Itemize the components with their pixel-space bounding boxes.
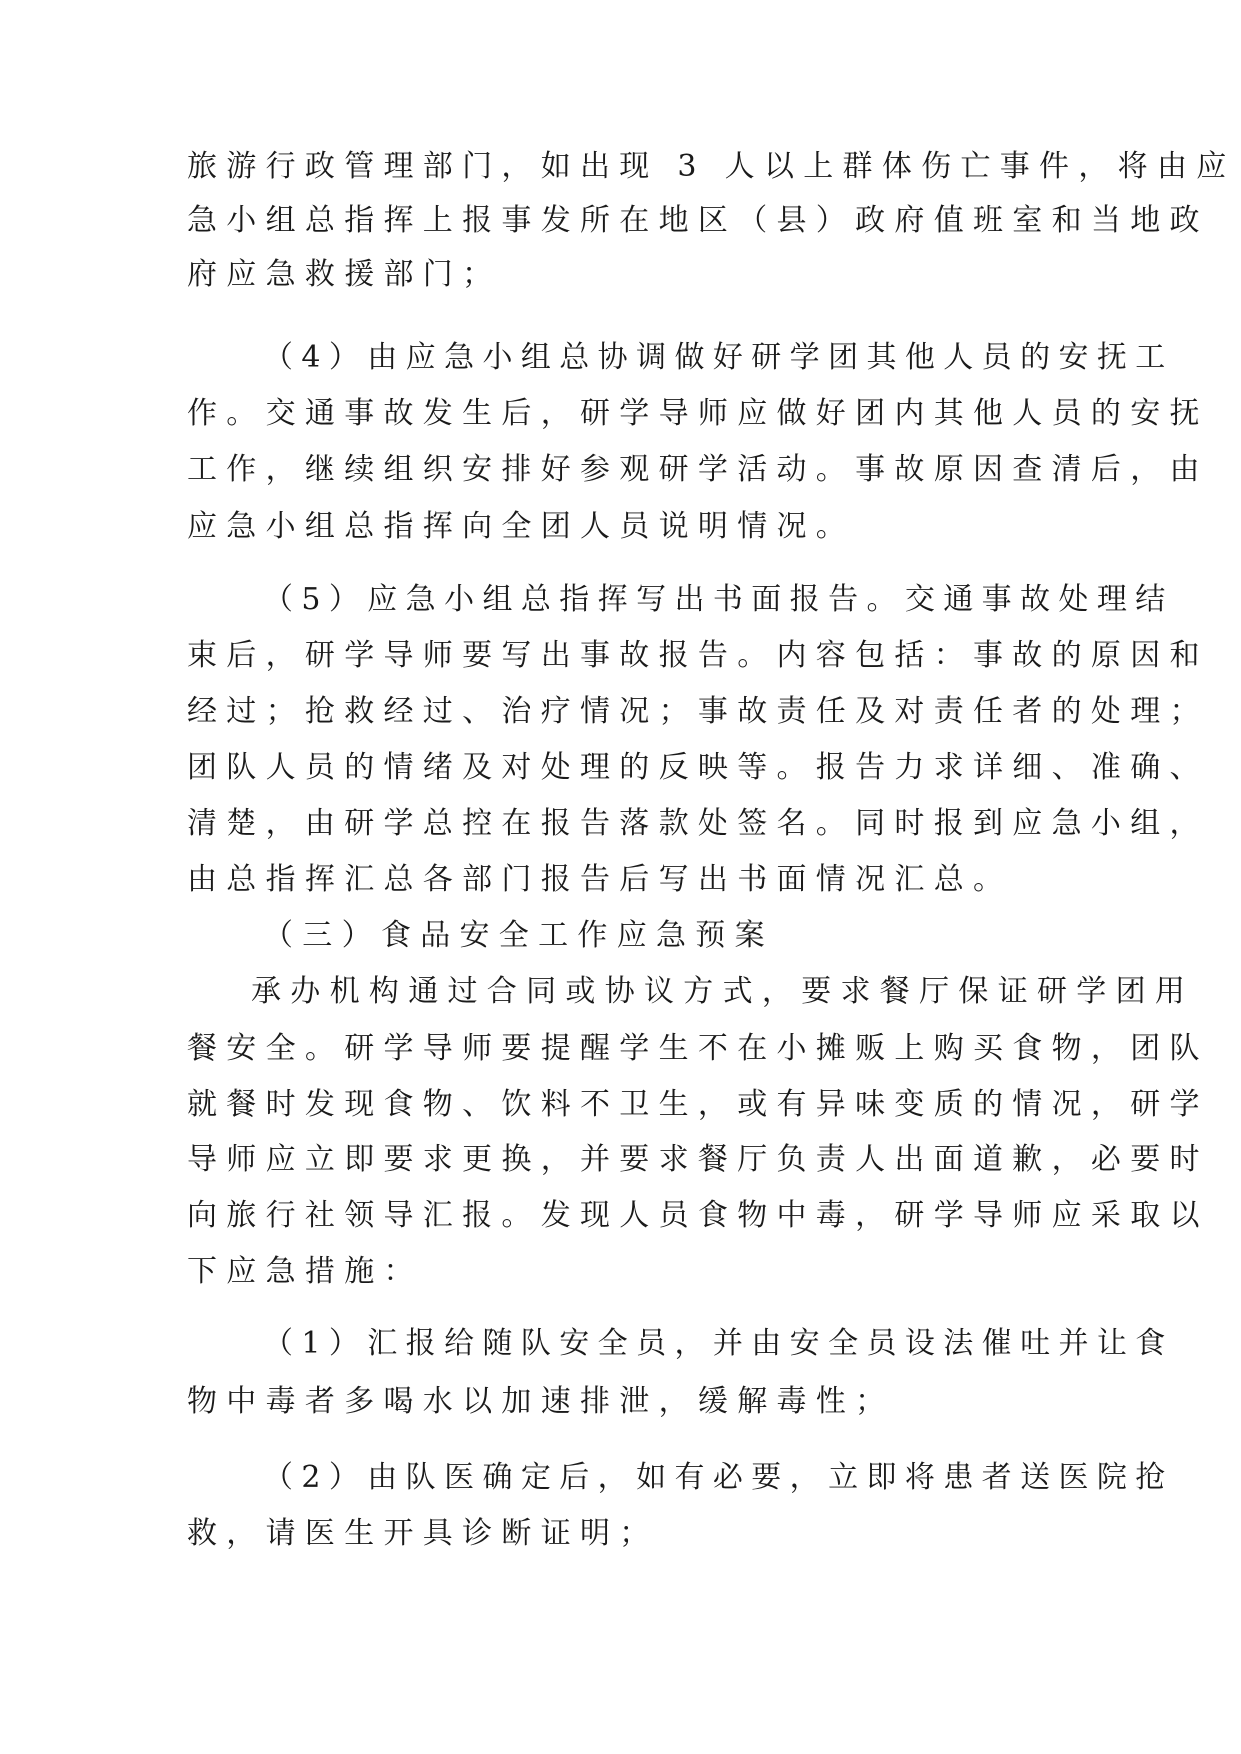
text-line-2: 急小组总指挥上报事发所在地区（县）政府值班室和当地政 [187, 203, 1209, 238]
text-line-12: 清楚，由研学总控在报告落款处签名。同时报到应急小组， [187, 806, 1209, 841]
text-line-3: 府应急救援部门； [187, 257, 502, 292]
text-line-22: 物中毒者多喝水以加速排泄，缓解毒性； [187, 1384, 895, 1419]
text-line-1: 旅游行政管理部门，如出现 3 人以上群体伤亡事件，将由应 [187, 149, 1236, 184]
text-line-21: （1）汇报给随队安全员，并由安全员设法催吐并让食 [263, 1326, 1174, 1361]
text-line-10: 经过；抢救经过、治疗情况；事故责任及对责任者的处理； [187, 694, 1209, 729]
text-line-6: 工作，继续组织安排好参观研学活动。事故原因查清后，由 [187, 452, 1209, 487]
text-line-19: 向旅行社领导汇报。发现人员食物中毒，研学导师应采取以 [187, 1198, 1209, 1233]
section-heading: （三）食品安全工作应急预案 [263, 918, 774, 953]
text-line-18: 导师应立即要求更换，并要求餐厅负责人出面道歉，必要时 [187, 1142, 1209, 1177]
text-line-4: （4）由应急小组总协调做好研学团其他人员的安抚工 [263, 340, 1174, 375]
text-line-15: 承办机构通过合同或协议方式，要求餐厅保证研学团用 [251, 974, 1195, 1009]
text-line-11: 团队人员的情绪及对处理的反映等。报告力求详细、准确、 [187, 750, 1209, 785]
text-line-7: 应急小组总指挥向全团人员说明情况。 [187, 509, 856, 544]
text-line-16: 餐安全。研学导师要提醒学生不在小摊贩上购买食物，团队 [187, 1031, 1209, 1066]
text-line-5: 作。交通事故发生后，研学导师应做好团内其他人员的安抚 [187, 396, 1209, 431]
text-line-20: 下应急措施： [187, 1254, 423, 1289]
text-line-17: 就餐时发现食物、饮料不卫生，或有异味变质的情况，研学 [187, 1087, 1209, 1122]
text-line-24: 救，请医生开具诊断证明； [187, 1516, 659, 1551]
text-line-23: （2）由队医确定后，如有必要，立即将患者送医院抢 [263, 1460, 1174, 1495]
text-line-13: 由总指挥汇总各部门报告后写出书面情况汇总。 [187, 862, 1013, 897]
text-line-9: 束后，研学导师要写出事故报告。内容包括：事故的原因和 [187, 638, 1209, 673]
text-line-8: （5）应急小组总指挥写出书面报告。交通事故处理结 [263, 582, 1174, 617]
